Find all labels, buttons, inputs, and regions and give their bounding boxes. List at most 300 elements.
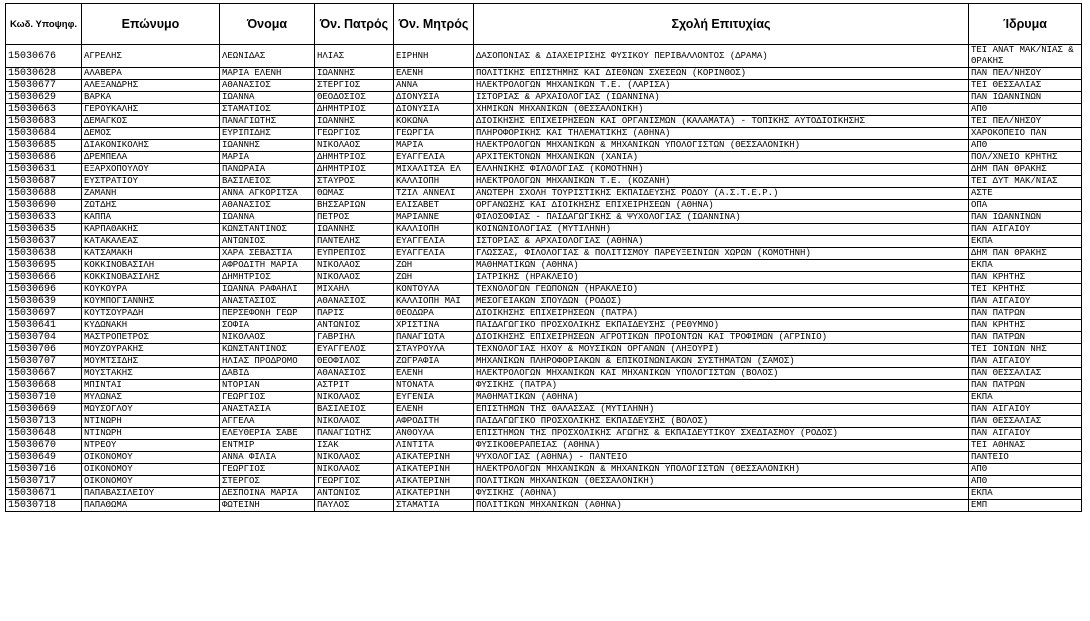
cell-institution: ΤΕΙ ΠΕΛ/ΝΗΣΟΥ <box>969 116 1082 128</box>
table-row <box>6 284 1082 296</box>
cell-surname: ΚΑΠΠΑ <box>82 212 220 224</box>
cell-name: ΔΗΜΗΤΡΙΟΣ <box>220 272 315 284</box>
table-row <box>6 344 1082 356</box>
cell-mother: ΤΖΙΛ ΑΝΝΕΛΙ <box>394 188 474 200</box>
cell-school: ΟΡΓΑΝΩΣΗΣ ΚΑΙ ΔΙΟΙΚΗΣΗΣ ΕΠΙΧΕΙΡΗΣΕΩΝ (ΑΘΗΝΑ) <box>474 200 969 212</box>
cell-code: 15030704 <box>6 332 82 344</box>
cell-father: ΝΙΚΟΛΑΟΣ <box>315 452 394 464</box>
cell-name: ΗΛΙΑΣ ΠΡΟΔΡΟΜΟ <box>220 356 315 368</box>
cell-father: ΒΗΣΣΑΡΙΩΝ <box>315 200 394 212</box>
cell-school: ΦΥΣΙΚΗΣ (ΠΑΤΡΑ) <box>474 380 969 392</box>
cell-mother: ΜΑΡΙΑ <box>394 140 474 152</box>
table-row <box>6 404 1082 416</box>
cell-school: ΗΛΕΚΤΡΟΛΟΓΩΝ ΜΗΧΑΝΙΚΩΝ Τ.Ε. (ΚΟΖΑΝΗ) <box>474 176 969 188</box>
cell-father: ΝΙΚΟΛΑΟΣ <box>315 272 394 284</box>
cell-mother: ΖΩΗ <box>394 260 474 272</box>
cell-surname: ΚΟΥΤΣΟΥΡΑΔΗ <box>82 308 220 320</box>
cell-surname: ΜΟΥΜΤΣΙΔΗΣ <box>82 356 220 368</box>
cell-school: ΙΑΤΡΙΚΗΣ (ΗΡΑΚΛΕΙΟ) <box>474 272 969 284</box>
cell-institution: ΑΣΤΕ <box>969 188 1082 200</box>
cell-school: ΤΕΧΝΟΛΟΓΩΝ ΓΕΩΠΟΝΩΝ (ΗΡΑΚΛΕΙΟ) <box>474 284 969 296</box>
cell-institution: ΠΑΝ ΚΡΗΤΗΣ <box>969 320 1082 332</box>
cell-surname: ΓΕΡΟΥΚΑΛΗΣ <box>82 104 220 116</box>
cell-school: ΠΑΙΔΑΓΩΓΙΚΟ ΠΡΟΣΧΟΛΙΚΗΣ ΕΚΠΑΙΔΕΥΣΗΣ (ΒΟΛΟΣ) <box>474 416 969 428</box>
cell-school: ΗΛΕΚΤΡΟΛΟΓΩΝ ΜΗΧΑΝΙΚΩΝ Τ.Ε. (ΛΑΡΙΣΑ) <box>474 80 969 92</box>
cell-name: ΑΦΡΟΔΙΤΗ ΜΑΡΙΑ <box>220 260 315 272</box>
cell-mother: ΛΙΝΤΙΤΑ <box>394 440 474 452</box>
cell-father: ΠΑΡΙΣ <box>315 308 394 320</box>
table-row <box>6 224 1082 236</box>
cell-name: ΑΝΑΣΤΑΣΙΑ <box>220 404 315 416</box>
cell-father: ΝΙΚΟΛΑΟΣ <box>315 416 394 428</box>
cell-surname: ΑΓΡΕΛΗΣ <box>82 45 220 68</box>
cell-institution: ΠΑΝ ΑΙΓΑΙΟΥ <box>969 356 1082 368</box>
cell-code: 15030635 <box>6 224 82 236</box>
cell-name: ΒΑΣΙΛΕΙΟΣ <box>220 176 315 188</box>
cell-name: ΑΝΝΑ ΦΙΛΙΑ <box>220 452 315 464</box>
cell-surname: ΜΩΥΣΟΓΛΟΥ <box>82 404 220 416</box>
cell-institution: ΕΜΠ <box>969 500 1082 512</box>
cell-name: ΚΩΝΣΤΑΝΤΙΝΟΣ <box>220 224 315 236</box>
header-name: Όνομα <box>220 4 315 45</box>
cell-name: ΜΑΡΙΑ <box>220 152 315 164</box>
cell-mother: ΑΙΚΑΤΕΡΙΝΗ <box>394 488 474 500</box>
cell-father: ΠΑΥΛΟΣ <box>315 500 394 512</box>
cell-father: ΕΥΠΡΕΠΙΟΣ <box>315 248 394 260</box>
cell-surname: ΚΟΚΚΙΝΟΒΑΣΙΛΗΣ <box>82 272 220 284</box>
cell-father: ΘΕΟΔΟΣΙΟΣ <box>315 92 394 104</box>
table-row <box>6 152 1082 164</box>
table-row <box>6 416 1082 428</box>
cell-name: ΣΟΦΙΑ <box>220 320 315 332</box>
cell-name: ΠΕΡΣΕΦΟΝΗ ΓΕΩΡ <box>220 308 315 320</box>
cell-mother: ΘΕΟΔΩΡΑ <box>394 308 474 320</box>
table-row <box>6 272 1082 284</box>
cell-code: 15030690 <box>6 200 82 212</box>
cell-father: ΗΛΙΑΣ <box>315 45 394 68</box>
cell-surname: ΚΟΥΜΠΟΓΙΑΝΝΗΣ <box>82 296 220 308</box>
cell-father: ΕΥΑΓΓΕΛΟΣ <box>315 344 394 356</box>
table-row <box>6 140 1082 152</box>
cell-institution: ΠΑΝ ΙΩΑΝΝΙΝΩΝ <box>969 212 1082 224</box>
cell-father: ΙΩΑΝΝΗΣ <box>315 68 394 80</box>
table-row <box>6 320 1082 332</box>
cell-school: ΔΑΣΟΠΟΝΙΑΣ & ΔΙΑΧΕΙΡΙΣΗΣ ΦΥΣΙΚΟΥ ΠΕΡΙΒΑΛΛΟΝΤΟΣ (ΔΡΑΜΑ) <box>474 45 969 68</box>
header-school: Σχολή Επιτυχίας <box>474 4 969 45</box>
table-row <box>6 188 1082 200</box>
cell-institution: ΕΚΠΑ <box>969 236 1082 248</box>
cell-father: ΓΑΒΡΙΗΛ <box>315 332 394 344</box>
cell-name: ΑΘΑΝΑΣΙΟΣ <box>220 200 315 212</box>
table-row <box>6 176 1082 188</box>
cell-surname: ΟΙΚΟΝΟΜΟΥ <box>82 464 220 476</box>
cell-mother: ΔΙΟΝΥΣΙΑ <box>394 104 474 116</box>
cell-father: ΑΘΑΝΑΣΙΟΣ <box>315 368 394 380</box>
cell-mother: ΑΝΝΑ <box>394 80 474 92</box>
cell-mother: ΓΕΩΡΓΙΑ <box>394 128 474 140</box>
cell-mother: ΕΛΕΝΗ <box>394 368 474 380</box>
cell-school: ΓΛΩΣΣΑΣ, ΦΙΛΟΛΟΓΙΑΣ & ΠΟΛΙΤΙΣΜΟΥ ΠΑΡΕΥΞΕΙΝΙΩΝ ΧΩΡΩΝ (ΚΟΜΟΤΗΝΗ) <box>474 248 969 260</box>
cell-name: ΝΤΟΡΙΑΝ <box>220 380 315 392</box>
table-row <box>6 488 1082 500</box>
table-row <box>6 116 1082 128</box>
table-row <box>6 92 1082 104</box>
cell-name: ΔΑΒΙΔ <box>220 368 315 380</box>
cell-institution: ΤΕΙ ΔΥΤ ΜΑΚ/ΝΙΑΣ <box>969 176 1082 188</box>
cell-school: ΚΟΙΝΩΝΙΟΛΟΓΙΑΣ (ΜΥΤΙΛΗΝΗ) <box>474 224 969 236</box>
table-row <box>6 80 1082 92</box>
table-row <box>6 68 1082 80</box>
cell-name: ΜΑΡΙΑ ΕΛΕΝΗ <box>220 68 315 80</box>
table-row <box>6 392 1082 404</box>
cell-school: ΔΙΟΙΚΗΣΗΣ ΕΠΙΧΕΙΡΗΣΕΩΝ (ΠΑΤΡΑ) <box>474 308 969 320</box>
cell-code: 15030684 <box>6 128 82 140</box>
cell-mother: ΣΤΑΜΑΤΙΑ <box>394 500 474 512</box>
cell-school: ΠΛΗΡΟΦΟΡΙΚΗΣ ΚΑΙ ΤΗΛΕΜΑΤΙΚΗΣ (ΑΘΗΝΑ) <box>474 128 969 140</box>
cell-name: ΓΕΩΡΓΙΟΣ <box>220 464 315 476</box>
cell-school: ΠΑΙΔΑΓΩΓΙΚΟ ΠΡΟΣΧΟΛΙΚΗΣ ΕΚΠΑΙΔΕΥΣΗΣ (ΡΕΘΥΜΝΟ) <box>474 320 969 332</box>
cell-school: ΨΥΧΟΛΟΓΙΑΣ (ΑΘΗΝΑ) - ΠΑΝΤΕΙΟ <box>474 452 969 464</box>
cell-code: 15030639 <box>6 296 82 308</box>
cell-father: ΝΙΚΟΛΑΟΣ <box>315 260 394 272</box>
table-row <box>6 332 1082 344</box>
cell-mother: ΚΑΛΛΙΟΠΗ <box>394 176 474 188</box>
cell-father: ΑΝΤΩΝΙΟΣ <box>315 488 394 500</box>
cell-code: 15030649 <box>6 452 82 464</box>
cell-surname: ΕΥΣΤΡΑΤΙΟΥ <box>82 176 220 188</box>
cell-father: ΘΕΟΦΙΛΟΣ <box>315 356 394 368</box>
cell-father: ΙΩΑΝΝΗΣ <box>315 224 394 236</box>
cell-surname: ΚΟΚΚΙΝΟΒΑΣΙΛΗ <box>82 260 220 272</box>
cell-code: 15030629 <box>6 92 82 104</box>
cell-surname: ΔΙΑΚΟΝΙΚΟΛΗΣ <box>82 140 220 152</box>
cell-mother: ΑΝΘΟΥΛΑ <box>394 428 474 440</box>
cell-surname: ΚΑΤΑΚΑΛΕΑΣ <box>82 236 220 248</box>
cell-code: 15030707 <box>6 356 82 368</box>
cell-school: ΑΡΧΙΤΕΚΤΟΝΩΝ ΜΗΧΑΝΙΚΩΝ (ΧΑΝΙΑ) <box>474 152 969 164</box>
cell-code: 15030687 <box>6 176 82 188</box>
cell-code: 15030696 <box>6 284 82 296</box>
table-row <box>6 296 1082 308</box>
table-row <box>6 128 1082 140</box>
table-row <box>6 200 1082 212</box>
cell-father: ΒΑΣΙΛΕΙΟΣ <box>315 404 394 416</box>
cell-code: 15030633 <box>6 212 82 224</box>
cell-school: ΠΟΛΙΤΙΚΗΣ ΕΠΙΣΤΗΜΗΣ ΚΑΙ ΔΙΕΘΝΩΝ ΣΧΕΣΕΩΝ (ΚΟΡΙΝΘΟΣ) <box>474 68 969 80</box>
cell-surname: ΜΟΥΣΤΑΚΗΣ <box>82 368 220 380</box>
cell-institution: ΤΕΙ ΑΘΗΝΑΣ <box>969 440 1082 452</box>
cell-code: 15030671 <box>6 488 82 500</box>
cell-father: ΔΗΜΗΤΡΙΟΣ <box>315 104 394 116</box>
cell-institution: ΤΕΙ ΚΡΗΤΗΣ <box>969 284 1082 296</box>
header-row <box>6 4 1082 45</box>
cell-name: ΛΕΩΝΙΔΑΣ <box>220 45 315 68</box>
cell-school: ΦΥΣΙΚΟΘΕΡΑΠΕΙΑΣ (ΑΘΗΝΑ) <box>474 440 969 452</box>
cell-surname: ΑΛΕΞΑΝΔΡΗΣ <box>82 80 220 92</box>
cell-code: 15030716 <box>6 464 82 476</box>
cell-name: ΕΝΤΜΙΡ <box>220 440 315 452</box>
cell-father: ΙΩΑΝΝΗΣ <box>315 116 394 128</box>
cell-father: ΔΗΜΗΤΡΙΟΣ <box>315 152 394 164</box>
cell-name: ΕΛΕΥΘΕΡΙΑ ΣΑΒΕ <box>220 428 315 440</box>
cell-surname: ΔΡΕΜΠΕΛΑ <box>82 152 220 164</box>
cell-surname: ΜΠΙΝΤΑΙ <box>82 380 220 392</box>
cell-mother: ΚΟΝΤΟΥΛΑ <box>394 284 474 296</box>
cell-code: 15030668 <box>6 380 82 392</box>
cell-surname: ΖΑΜΑΝΗ <box>82 188 220 200</box>
table-row <box>6 440 1082 452</box>
cell-surname: ΚΟΥΚΟΥΡΑ <box>82 284 220 296</box>
cell-surname: ΒΑΡΚΑ <box>82 92 220 104</box>
cell-name: ΣΤΕΡΓΟΣ <box>220 476 315 488</box>
cell-name: ΑΓΓΕΛΑ <box>220 416 315 428</box>
cell-school: ΜΑΘΗΜΑΤΙΚΩΝ (ΑΘΗΝΑ) <box>474 392 969 404</box>
cell-institution: ΔΗΜ ΠΑΝ ΘΡΑΚΗΣ <box>969 164 1082 176</box>
cell-father: ΠΑΝΤΕΛΗΣ <box>315 236 394 248</box>
cell-surname: ΜΥΛΩΝΑΣ <box>82 392 220 404</box>
cell-father: ΘΩΜΑΣ <box>315 188 394 200</box>
cell-name: ΑΝΤΩΝΙΟΣ <box>220 236 315 248</box>
cell-mother: ΕΥΑΓΓΕΛΙΑ <box>394 152 474 164</box>
cell-mother: ΣΤΑΥΡΟΥΛΑ <box>394 344 474 356</box>
table-row <box>6 212 1082 224</box>
cell-mother: ΕΛΕΝΗ <box>394 68 474 80</box>
cell-code: 15030677 <box>6 80 82 92</box>
table-body <box>6 45 1082 512</box>
cell-code: 15030683 <box>6 116 82 128</box>
cell-code: 15030697 <box>6 308 82 320</box>
cell-name: ΙΩΑΝΝΑ ΡΑΦΑΗΛΙ <box>220 284 315 296</box>
cell-institution: ΠΑΝ ΘΕΣΣΑΛΙΑΣ <box>969 416 1082 428</box>
cell-mother: ΖΩΓΡΑΦΙΑ <box>394 356 474 368</box>
cell-name: ΙΩΑΝΝΗΣ <box>220 140 315 152</box>
cell-institution: ΑΠΘ <box>969 140 1082 152</box>
cell-code: 15030685 <box>6 140 82 152</box>
cell-institution: ΠΑΝ ΠΑΤΡΩΝ <box>969 308 1082 320</box>
cell-mother: ΑΦΡΟΔΙΤΗ <box>394 416 474 428</box>
cell-institution: ΑΠΘ <box>969 104 1082 116</box>
cell-institution: ΟΠΑ <box>969 200 1082 212</box>
cell-code: 15030688 <box>6 188 82 200</box>
cell-mother: ΧΡΙΣΤΙΝΑ <box>394 320 474 332</box>
header-code: Κωδ. Υποψηφ. <box>6 4 82 45</box>
cell-school: ΕΛΛΗΝΙΚΗΣ ΦΙΛΟΛΟΓΙΑΣ (ΚΟΜΟΤΗΝΗ) <box>474 164 969 176</box>
cell-school: ΠΟΛΙΤΙΚΩΝ ΜΗΧΑΝΙΚΩΝ (ΘΕΣΣΑΛΟΝΙΚΗ) <box>474 476 969 488</box>
cell-code: 15030666 <box>6 272 82 284</box>
cell-institution: ΠΑΝ ΙΩΑΝΝΙΝΩΝ <box>969 92 1082 104</box>
cell-school: ΧΗΜΙΚΩΝ ΜΗΧΑΝΙΚΩΝ (ΘΕΣΣΑΛΟΝΙΚΗ) <box>474 104 969 116</box>
cell-institution: ΕΚΠΑ <box>969 392 1082 404</box>
cell-institution: ΠΟΛ/ΧΝΕΙΟ ΚΡΗΤΗΣ <box>969 152 1082 164</box>
cell-name: ΠΑΝΩΡΑΙΑ <box>220 164 315 176</box>
cell-school: ΜΕΣΟΓΕΙΑΚΩΝ ΣΠΟΥΔΩΝ (ΡΟΔΟΣ) <box>474 296 969 308</box>
cell-surname: ΝΤΙΝΩΡΗ <box>82 428 220 440</box>
cell-code: 15030710 <box>6 392 82 404</box>
cell-institution: ΠΑΝ ΚΡΗΤΗΣ <box>969 272 1082 284</box>
cell-code: 15030641 <box>6 320 82 332</box>
cell-father: ΜΙΧΑΗΛ <box>315 284 394 296</box>
cell-school: ΕΠΙΣΤΗΜΩΝ ΤΗΣ ΘΑΛΑΣΣΑΣ (ΜΥΤΙΛΗΝΗ) <box>474 404 969 416</box>
cell-name: ΦΩΤΕΙΝΗ <box>220 500 315 512</box>
cell-mother: ΔΙΟΝΥΣΙΑ <box>394 92 474 104</box>
cell-father: ΑΝΤΩΝΙΟΣ <box>315 320 394 332</box>
cell-name: ΑΝΝΑ ΑΓΚΟΡΙΤΣΑ <box>220 188 315 200</box>
cell-institution: ΠΑΝ ΠΑΤΡΩΝ <box>969 380 1082 392</box>
table-row <box>6 308 1082 320</box>
cell-code: 15030686 <box>6 152 82 164</box>
cell-mother: ΚΑΛΛΙΟΠΗ <box>394 224 474 236</box>
cell-code: 15030638 <box>6 248 82 260</box>
table-row <box>6 368 1082 380</box>
cell-institution: ΠΑΝ ΑΙΓΑΙΟΥ <box>969 428 1082 440</box>
cell-father: ΠΕΤΡΟΣ <box>315 212 394 224</box>
cell-mother: ΕΛΕΝΗ <box>394 404 474 416</box>
cell-code: 15030628 <box>6 68 82 80</box>
cell-institution: ΕΚΠΑ <box>969 260 1082 272</box>
cell-mother: ΚΑΛΛΙΟΠΗ ΜΑΙ <box>394 296 474 308</box>
cell-surname: ΝΤΙΝΩΡΗ <box>82 416 220 428</box>
cell-mother: ΜΙΧΑΛΙΤΣΑ ΕΛ <box>394 164 474 176</box>
cell-surname: ΠΑΠΑΒΑΣΙΛΕΙΟΥ <box>82 488 220 500</box>
cell-mother: ΑΙΚΑΤΕΡΙΝΗ <box>394 464 474 476</box>
table-row <box>6 464 1082 476</box>
cell-surname: ΟΙΚΟΝΟΜΟΥ <box>82 476 220 488</box>
cell-institution: ΠΑΝ ΑΙΓΑΙΟΥ <box>969 404 1082 416</box>
cell-father: ΝΙΚΟΛΑΟΣ <box>315 464 394 476</box>
cell-school: ΙΣΤΟΡΙΑΣ & ΑΡΧΑΙΟΛΟΓΙΑΣ (ΑΘΗΝΑ) <box>474 236 969 248</box>
table-row <box>6 104 1082 116</box>
cell-father: ΣΤΕΡΓΙΟΣ <box>315 80 394 92</box>
cell-code: 15030631 <box>6 164 82 176</box>
cell-institution: ΤΕΙ ΙΟΝΙΩΝ ΝΗΣ <box>969 344 1082 356</box>
cell-code: 15030706 <box>6 344 82 356</box>
cell-surname: ΚΑΤΣΑΜΑΚΗ <box>82 248 220 260</box>
cell-surname: ΚΥΔΩΝΑΚΗ <box>82 320 220 332</box>
table-row <box>6 356 1082 368</box>
cell-school: ΠΟΛΙΤΙΚΩΝ ΜΗΧΑΝΙΚΩΝ (ΑΘΗΝΑ) <box>474 500 969 512</box>
cell-name: ΙΩΑΝΝΑ <box>220 92 315 104</box>
header-surname: Επώνυμο <box>82 4 220 45</box>
cell-school: ΦΙΛΟΣΟΦΙΑΣ - ΠΑΙΔΑΓΩΓΙΚΗΣ & ΨΥΧΟΛΟΓΙΑΣ (ΙΩΑΝΝΙΝΑ) <box>474 212 969 224</box>
cell-father: ΓΕΩΡΓΙΟΣ <box>315 128 394 140</box>
cell-institution: ΑΠΘ <box>969 476 1082 488</box>
cell-surname: ΜΟΥΖΟΥΡΑΚΗΣ <box>82 344 220 356</box>
cell-name: ΓΕΩΡΓΙΟΣ <box>220 392 315 404</box>
cell-mother: ΠΑΝΑΓΙΩΤΑ <box>394 332 474 344</box>
cell-school: ΑΝΩΤΕΡΗ ΣΧΟΛΗ ΤΟΥΡΙΣΤΙΚΗΣ ΕΚΠΑΙΔΕΥΣΗΣ ΡΟΔΟΥ (Α.Σ.Τ.Ε.Ρ.) <box>474 188 969 200</box>
cell-father: ΔΗΜΗΤΡΙΟΣ <box>315 164 394 176</box>
cell-code: 15030648 <box>6 428 82 440</box>
cell-surname: ΠΑΠΑΘΩΜΑ <box>82 500 220 512</box>
cell-mother: ΕΥΑΓΓΕΛΙΑ <box>394 248 474 260</box>
cell-institution: ΠΑΝΤΕΙΟ <box>969 452 1082 464</box>
cell-surname: ΔΕΜΑΓΚΟΣ <box>82 116 220 128</box>
cell-name: ΙΩΑΝΝΑ <box>220 212 315 224</box>
header-institution: Ίδρυμα <box>969 4 1082 45</box>
table-row <box>6 236 1082 248</box>
cell-institution: ΠΑΝ ΘΕΣΣΑΛΙΑΣ <box>969 368 1082 380</box>
cell-mother: ΕΛΙΣΑΒΕΤ <box>394 200 474 212</box>
cell-name: ΝΙΚΟΛΑΟΣ <box>220 332 315 344</box>
cell-code: 15030637 <box>6 236 82 248</box>
cell-father: ΙΣΑΚ <box>315 440 394 452</box>
cell-name: ΑΝΑΣΤΑΣΙΟΣ <box>220 296 315 308</box>
cell-surname: ΚΑΡΠΑΘΑΚΗΣ <box>82 224 220 236</box>
cell-code: 15030695 <box>6 260 82 272</box>
cell-father: ΝΙΚΟΛΑΟΣ <box>315 140 394 152</box>
cell-school: ΜΗΧΑΝΙΚΩΝ ΠΛΗΡΟΦΟΡΙΑΚΩΝ & ΕΠΙΚΟΙΝΩΝΙΑΚΩΝ ΣΥΣΤΗΜΑΤΩΝ (ΣΑΜΟΣ) <box>474 356 969 368</box>
table-row <box>6 428 1082 440</box>
cell-code: 15030713 <box>6 416 82 428</box>
cell-father: ΑΘΑΝΑΣΙΟΣ <box>315 296 394 308</box>
cell-father: ΝΙΚΟΛΑΟΣ <box>315 392 394 404</box>
cell-institution: ΑΠΘ <box>969 464 1082 476</box>
cell-mother: ΝΤΟΝΑΤΑ <box>394 380 474 392</box>
cell-mother: ΜΑΡΙΑΝΝΕ <box>394 212 474 224</box>
table-row <box>6 248 1082 260</box>
cell-name: ΑΘΑΝΑΣΙΟΣ <box>220 80 315 92</box>
cell-code: 15030676 <box>6 45 82 68</box>
cell-father: ΓΕΩΡΓΙΟΣ <box>315 476 394 488</box>
cell-institution: ΕΚΠΑ <box>969 488 1082 500</box>
cell-institution: ΠΑΝ ΑΙΓΑΙΟΥ <box>969 296 1082 308</box>
cell-institution: ΤΕΙ ΘΕΣΣΑΛΙΑΣ <box>969 80 1082 92</box>
cell-school: ΙΣΤΟΡΙΑΣ & ΑΡΧΑΙΟΛΟΓΙΑΣ (ΙΩΑΝΝΙΝΑ) <box>474 92 969 104</box>
cell-surname: ΝΤΡΕΟΥ <box>82 440 220 452</box>
table-row <box>6 476 1082 488</box>
cell-name: ΕΥΡΙΠΙΔΗΣ <box>220 128 315 140</box>
cell-name: ΚΩΝΣΤΑΝΤΙΝΟΣ <box>220 344 315 356</box>
table-row <box>6 452 1082 464</box>
cell-institution: ΧΑΡΟΚΟΠΕΙΟ ΠΑΝ <box>969 128 1082 140</box>
header-father: Όν. Πατρός <box>315 4 394 45</box>
cell-code: 15030717 <box>6 476 82 488</box>
cell-surname: ΕΞΑΡΧΟΠΟΥΛΟΥ <box>82 164 220 176</box>
cell-institution: ΤΕΙ ΑΝΑΤ ΜΑΚ/ΝΙΑΣ & ΘΡΑΚΗΣ <box>969 45 1082 68</box>
cell-institution: ΠΑΝ ΑΙΓΑΙΟΥ <box>969 224 1082 236</box>
cell-school: ΦΥΣΙΚΗΣ (ΑΘΗΝΑ) <box>474 488 969 500</box>
cell-school: ΗΛΕΚΤΡΟΛΟΓΩΝ ΜΗΧΑΝΙΚΩΝ & ΜΗΧΑΝΙΚΩΝ ΥΠΟΛΟΓΙΣΤΩΝ (ΘΕΣΣΑΛΟΝΙΚΗ) <box>474 140 969 152</box>
cell-institution: ΔΗΜ ΠΑΝ ΘΡΑΚΗΣ <box>969 248 1082 260</box>
cell-school: ΗΛΕΚΤΡΟΛΟΓΩΝ ΜΗΧΑΝΙΚΩΝ ΚΑΙ ΜΗΧΑΝΙΚΩΝ ΥΠΟΛΟΓΙΣΤΩΝ (ΒΟΛΟΣ) <box>474 368 969 380</box>
cell-surname: ΟΙΚΟΝΟΜΟΥ <box>82 452 220 464</box>
cell-code: 15030667 <box>6 368 82 380</box>
table-row <box>6 380 1082 392</box>
cell-mother: ΑΙΚΑΤΕΡΙΝΗ <box>394 452 474 464</box>
table-header <box>6 4 1082 45</box>
cell-institution: ΠΑΝ ΠΑΤΡΩΝ <box>969 332 1082 344</box>
cell-father: ΠΑΝΑΓΙΩΤΗΣ <box>315 428 394 440</box>
cell-name: ΠΑΝΑΓΙΩΤΗΣ <box>220 116 315 128</box>
cell-mother: ΕΥΓΕΝΙΑ <box>394 392 474 404</box>
cell-surname: ΖΩΤΔΗΣ <box>82 200 220 212</box>
cell-institution: ΠΑΝ ΠΕΛ/ΝΗΣΟΥ <box>969 68 1082 80</box>
table-row <box>6 260 1082 272</box>
cell-code: 15030718 <box>6 500 82 512</box>
cell-mother: ΕΙΡΗΝΗ <box>394 45 474 68</box>
cell-mother: ΚΟΚΩΝΑ <box>394 116 474 128</box>
table-row <box>6 164 1082 176</box>
results-table <box>5 3 1082 512</box>
cell-name: ΣΤΑΜΑΤΙΟΣ <box>220 104 315 116</box>
header-mother: Όν. Μητρός <box>394 4 474 45</box>
table-row <box>6 45 1082 68</box>
cell-school: ΗΛΕΚΤΡΟΛΟΓΩΝ ΜΗΧΑΝΙΚΩΝ & ΜΗΧΑΝΙΚΩΝ ΥΠΟΛΟΓΙΣΤΩΝ (ΘΕΣΣΑΛΟΝΙΚΗ) <box>474 464 969 476</box>
cell-surname: ΑΛΑΒΕΡΑ <box>82 68 220 80</box>
cell-school: ΜΑΘΗΜΑΤΙΚΩΝ (ΑΘΗΝΑ) <box>474 260 969 272</box>
cell-name: ΔΕΣΠΟΙΝΑ ΜΑΡΙΑ <box>220 488 315 500</box>
cell-school: ΔΙΟΙΚΗΣΗΣ ΕΠΙΧΕΙΡΗΣΕΩΝ ΑΓΡΟΤΙΚΩΝ ΠΡΟΪΟΝΤΩΝ ΚΑΙ ΤΡΟΦΙΜΩΝ (ΑΓΡΙΝΙΟ) <box>474 332 969 344</box>
